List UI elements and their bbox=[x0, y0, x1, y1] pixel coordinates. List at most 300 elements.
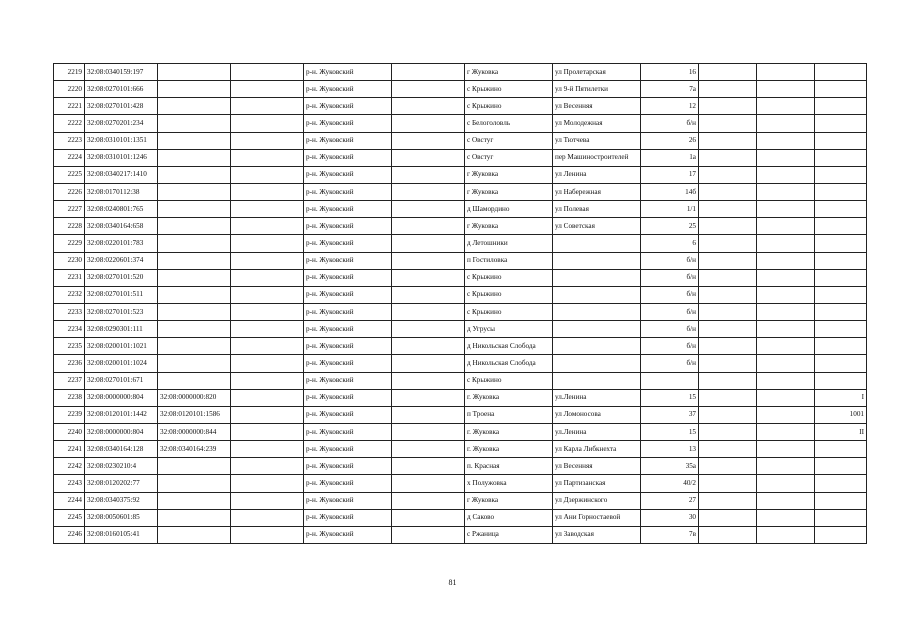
table-row bbox=[54, 372, 867, 389]
empty-cell bbox=[699, 64, 757, 81]
empty-cell bbox=[699, 475, 757, 492]
related-cadastral-number bbox=[158, 149, 231, 166]
district-cell: р-н. Жуковский bbox=[304, 81, 392, 98]
empty-cell bbox=[757, 509, 815, 526]
empty-cell bbox=[699, 218, 757, 235]
locality-cell: д Шамордино bbox=[465, 201, 553, 218]
empty-cell bbox=[699, 441, 757, 458]
empty-cell bbox=[231, 509, 304, 526]
table-row bbox=[54, 286, 867, 303]
table-row bbox=[54, 458, 867, 475]
street-cell bbox=[553, 252, 641, 269]
empty-cell bbox=[699, 389, 757, 406]
empty-cell bbox=[757, 406, 815, 423]
locality-cell: с Ржаница bbox=[465, 526, 553, 543]
empty-cell bbox=[757, 201, 815, 218]
empty-cell bbox=[231, 201, 304, 218]
cadastral-number: 32:08:0290301:111 bbox=[85, 321, 158, 338]
house-number-cell: 30 bbox=[641, 509, 699, 526]
empty-cell bbox=[699, 115, 757, 132]
empty-cell bbox=[231, 303, 304, 320]
cadastral-number: 32:08:0160105:41 bbox=[85, 526, 158, 543]
empty-cell bbox=[757, 252, 815, 269]
house-number-cell: 14б bbox=[641, 183, 699, 200]
house-number-cell: 16 bbox=[641, 64, 699, 81]
empty-cell bbox=[392, 81, 465, 98]
row-number: 2225 bbox=[54, 166, 85, 183]
house-number-cell: 1а bbox=[641, 149, 699, 166]
row-number: 2238 bbox=[54, 389, 85, 406]
district-cell: р-н. Жуковский bbox=[304, 269, 392, 286]
extra-cell bbox=[815, 475, 867, 492]
empty-cell bbox=[392, 372, 465, 389]
empty-cell bbox=[699, 526, 757, 543]
empty-cell bbox=[392, 115, 465, 132]
empty-cell bbox=[231, 389, 304, 406]
cadastral-number: 32:08:0270101:511 bbox=[85, 286, 158, 303]
empty-cell bbox=[231, 218, 304, 235]
cadastral-number: 32:08:0270201:234 bbox=[85, 115, 158, 132]
table-row bbox=[54, 149, 867, 166]
locality-cell: с Крыжино bbox=[465, 286, 553, 303]
row-number: 2220 bbox=[54, 81, 85, 98]
street-cell: ул Полевая bbox=[553, 201, 641, 218]
empty-cell bbox=[699, 286, 757, 303]
street-cell bbox=[553, 286, 641, 303]
empty-cell bbox=[392, 235, 465, 252]
empty-cell bbox=[757, 355, 815, 372]
related-cadastral-number bbox=[158, 509, 231, 526]
cadastral-number: 32:08:0120202:77 bbox=[85, 475, 158, 492]
extra-cell bbox=[815, 355, 867, 372]
empty-cell bbox=[231, 81, 304, 98]
extra-cell: 1001 bbox=[815, 406, 867, 423]
extra-cell bbox=[815, 166, 867, 183]
extra-cell bbox=[815, 132, 867, 149]
table-row bbox=[54, 338, 867, 355]
locality-cell: с Крыжино bbox=[465, 269, 553, 286]
house-number-cell: б/н bbox=[641, 303, 699, 320]
empty-cell bbox=[392, 475, 465, 492]
cadastral-number: 32:08:0220601:374 bbox=[85, 252, 158, 269]
empty-cell bbox=[231, 406, 304, 423]
table-row bbox=[54, 235, 867, 252]
extra-cell bbox=[815, 321, 867, 338]
locality-cell: д Угрусы bbox=[465, 321, 553, 338]
table-row bbox=[54, 269, 867, 286]
street-cell bbox=[553, 372, 641, 389]
locality-cell: г Жуковка bbox=[465, 64, 553, 81]
street-cell: ул Советская bbox=[553, 218, 641, 235]
empty-cell bbox=[757, 475, 815, 492]
house-number-cell: 15 bbox=[641, 389, 699, 406]
row-number: 2231 bbox=[54, 269, 85, 286]
street-cell: ул.Ленина bbox=[553, 423, 641, 440]
house-number-cell: 25 bbox=[641, 218, 699, 235]
district-cell: р-н. Жуковский bbox=[304, 149, 392, 166]
empty-cell bbox=[699, 303, 757, 320]
empty-cell bbox=[757, 218, 815, 235]
empty-cell bbox=[757, 132, 815, 149]
row-number: 2226 bbox=[54, 183, 85, 200]
cadastral-number: 32:08:0270101:671 bbox=[85, 372, 158, 389]
locality-cell: с Овстуг bbox=[465, 132, 553, 149]
related-cadastral-number bbox=[158, 98, 231, 115]
empty-cell bbox=[757, 372, 815, 389]
empty-cell bbox=[392, 441, 465, 458]
related-cadastral-number: 32:08:0120101:1586 bbox=[158, 406, 231, 423]
street-cell bbox=[553, 269, 641, 286]
locality-cell: с Крыжино bbox=[465, 81, 553, 98]
empty-cell bbox=[699, 98, 757, 115]
house-number-cell: б/н bbox=[641, 286, 699, 303]
street-cell: ул Ломоносова bbox=[553, 406, 641, 423]
empty-cell bbox=[699, 149, 757, 166]
empty-cell bbox=[699, 201, 757, 218]
empty-cell bbox=[699, 355, 757, 372]
empty-cell bbox=[699, 458, 757, 475]
locality-cell: п Гостиловка bbox=[465, 252, 553, 269]
row-number: 2227 bbox=[54, 201, 85, 218]
cadastral-number: 32:08:0170112:38 bbox=[85, 183, 158, 200]
street-cell: ул Весенняя bbox=[553, 98, 641, 115]
empty-cell bbox=[392, 252, 465, 269]
cadastral-number: 32:08:0200101:1021 bbox=[85, 338, 158, 355]
house-number-cell: 15 bbox=[641, 423, 699, 440]
street-cell: ул Тютчева bbox=[553, 132, 641, 149]
empty-cell bbox=[757, 183, 815, 200]
district-cell: р-н. Жуковский bbox=[304, 338, 392, 355]
extra-cell bbox=[815, 81, 867, 98]
street-cell: ул Пролетарская bbox=[553, 64, 641, 81]
house-number-cell: б/н bbox=[641, 269, 699, 286]
house-number-cell: б/н bbox=[641, 355, 699, 372]
locality-cell: с Овстуг bbox=[465, 149, 553, 166]
extra-cell bbox=[815, 115, 867, 132]
locality-cell: д Никольская Слобода bbox=[465, 338, 553, 355]
row-number: 2236 bbox=[54, 355, 85, 372]
row-number: 2239 bbox=[54, 406, 85, 423]
empty-cell bbox=[757, 269, 815, 286]
cadastral-number: 32:08:0200101:1024 bbox=[85, 355, 158, 372]
street-cell: ул Ленина bbox=[553, 166, 641, 183]
cadastral-number: 32:08:0120101:1442 bbox=[85, 406, 158, 423]
row-number: 2222 bbox=[54, 115, 85, 132]
empty-cell bbox=[231, 458, 304, 475]
table-body bbox=[54, 64, 867, 544]
row-number: 2228 bbox=[54, 218, 85, 235]
locality-cell: г Жуковка bbox=[465, 218, 553, 235]
empty-cell bbox=[757, 115, 815, 132]
table-row bbox=[54, 132, 867, 149]
street-cell: ул.Ленина bbox=[553, 389, 641, 406]
empty-cell bbox=[392, 458, 465, 475]
empty-cell bbox=[699, 132, 757, 149]
locality-cell: с Крыжино bbox=[465, 303, 553, 320]
district-cell: р-н. Жуковский bbox=[304, 423, 392, 440]
empty-cell bbox=[231, 149, 304, 166]
related-cadastral-number bbox=[158, 526, 231, 543]
locality-cell: г Жуковка bbox=[465, 166, 553, 183]
street-cell: ул Партизанская bbox=[553, 475, 641, 492]
table-row bbox=[54, 389, 867, 406]
empty-cell bbox=[231, 98, 304, 115]
row-number: 2242 bbox=[54, 458, 85, 475]
row-number: 2219 bbox=[54, 64, 85, 81]
table-row bbox=[54, 201, 867, 218]
locality-cell: д Летошники bbox=[465, 235, 553, 252]
empty-cell bbox=[757, 338, 815, 355]
extra-cell bbox=[815, 338, 867, 355]
registry-table bbox=[53, 63, 867, 544]
empty-cell bbox=[757, 235, 815, 252]
extra-cell bbox=[815, 372, 867, 389]
cadastral-number: 32:08:0270101:520 bbox=[85, 269, 158, 286]
empty-cell bbox=[231, 338, 304, 355]
row-number: 2233 bbox=[54, 303, 85, 320]
empty-cell bbox=[392, 269, 465, 286]
street-cell bbox=[553, 355, 641, 372]
extra-cell bbox=[815, 458, 867, 475]
district-cell: р-н. Жуковский bbox=[304, 441, 392, 458]
street-cell: ул Молодежная bbox=[553, 115, 641, 132]
cadastral-number: 32:08:0340164:658 bbox=[85, 218, 158, 235]
table-row bbox=[54, 218, 867, 235]
extra-cell bbox=[815, 269, 867, 286]
related-cadastral-number bbox=[158, 235, 231, 252]
locality-cell: с Крыжино bbox=[465, 372, 553, 389]
district-cell: р-н. Жуковский bbox=[304, 475, 392, 492]
empty-cell bbox=[392, 201, 465, 218]
empty-cell bbox=[231, 441, 304, 458]
district-cell: р-н. Жуковский bbox=[304, 64, 392, 81]
empty-cell bbox=[392, 389, 465, 406]
empty-cell bbox=[231, 321, 304, 338]
empty-cell bbox=[231, 372, 304, 389]
extra-cell bbox=[815, 303, 867, 320]
house-number-cell: 17 bbox=[641, 166, 699, 183]
related-cadastral-number: 32:08:0000000:820 bbox=[158, 389, 231, 406]
related-cadastral-number bbox=[158, 269, 231, 286]
empty-cell bbox=[231, 235, 304, 252]
house-number-cell: 6 bbox=[641, 235, 699, 252]
empty-cell bbox=[392, 286, 465, 303]
row-number: 2235 bbox=[54, 338, 85, 355]
cadastral-number: 32:08:0000000:804 bbox=[85, 423, 158, 440]
district-cell: р-н. Жуковский bbox=[304, 166, 392, 183]
empty-cell bbox=[757, 423, 815, 440]
empty-cell bbox=[392, 183, 465, 200]
house-number-cell: б/н bbox=[641, 321, 699, 338]
empty-cell bbox=[231, 252, 304, 269]
related-cadastral-number bbox=[158, 166, 231, 183]
table-row bbox=[54, 423, 867, 440]
extra-cell bbox=[815, 509, 867, 526]
house-number-cell: б/н bbox=[641, 252, 699, 269]
cadastral-number: 32:08:0310101:1246 bbox=[85, 149, 158, 166]
house-number-cell: 37 bbox=[641, 406, 699, 423]
row-number: 2223 bbox=[54, 132, 85, 149]
empty-cell bbox=[231, 269, 304, 286]
extra-cell bbox=[815, 492, 867, 509]
house-number-cell: 1/1 bbox=[641, 201, 699, 218]
related-cadastral-number bbox=[158, 132, 231, 149]
house-number-cell: 27 bbox=[641, 492, 699, 509]
empty-cell bbox=[699, 406, 757, 423]
extra-cell bbox=[815, 98, 867, 115]
house-number-cell: 26 bbox=[641, 132, 699, 149]
district-cell: р-н. Жуковский bbox=[304, 458, 392, 475]
empty-cell bbox=[757, 81, 815, 98]
district-cell: р-н. Жуковский bbox=[304, 115, 392, 132]
street-cell: ул Заводская bbox=[553, 526, 641, 543]
cadastral-number: 32:08:0000000:804 bbox=[85, 389, 158, 406]
district-cell: р-н. Жуковский bbox=[304, 201, 392, 218]
extra-cell bbox=[815, 201, 867, 218]
table-row bbox=[54, 98, 867, 115]
empty-cell bbox=[392, 149, 465, 166]
street-cell bbox=[553, 303, 641, 320]
table-row bbox=[54, 509, 867, 526]
street-cell: ул Набережная bbox=[553, 183, 641, 200]
extra-cell bbox=[815, 149, 867, 166]
related-cadastral-number bbox=[158, 64, 231, 81]
street-cell: ул Дзержинского bbox=[553, 492, 641, 509]
district-cell: р-н. Жуковский bbox=[304, 132, 392, 149]
row-number: 2229 bbox=[54, 235, 85, 252]
table-row bbox=[54, 321, 867, 338]
extra-cell bbox=[815, 218, 867, 235]
empty-cell bbox=[392, 492, 465, 509]
extra-cell bbox=[815, 252, 867, 269]
empty-cell bbox=[392, 355, 465, 372]
cadastral-number: 32:08:0340159:197 bbox=[85, 64, 158, 81]
related-cadastral-number bbox=[158, 303, 231, 320]
house-number-cell: б/н bbox=[641, 115, 699, 132]
related-cadastral-number bbox=[158, 183, 231, 200]
empty-cell bbox=[392, 423, 465, 440]
house-number-cell: 13 bbox=[641, 441, 699, 458]
district-cell: р-н. Жуковский bbox=[304, 406, 392, 423]
row-number: 2243 bbox=[54, 475, 85, 492]
house-number-cell bbox=[641, 372, 699, 389]
related-cadastral-number bbox=[158, 252, 231, 269]
cadastral-number: 32:08:0340164:128 bbox=[85, 441, 158, 458]
row-number: 2244 bbox=[54, 492, 85, 509]
extra-cell bbox=[815, 286, 867, 303]
cadastral-number: 32:08:0270101:523 bbox=[85, 303, 158, 320]
empty-cell bbox=[392, 303, 465, 320]
empty-cell bbox=[757, 98, 815, 115]
district-cell: р-н. Жуковский bbox=[304, 492, 392, 509]
empty-cell bbox=[231, 492, 304, 509]
table-row bbox=[54, 166, 867, 183]
house-number-cell: 7а bbox=[641, 81, 699, 98]
related-cadastral-number bbox=[158, 201, 231, 218]
empty-cell bbox=[392, 338, 465, 355]
empty-cell bbox=[757, 492, 815, 509]
related-cadastral-number: 32:08:0340164:239 bbox=[158, 441, 231, 458]
empty-cell bbox=[699, 252, 757, 269]
related-cadastral-number bbox=[158, 321, 231, 338]
locality-cell: г Жуковка bbox=[465, 492, 553, 509]
empty-cell bbox=[699, 423, 757, 440]
empty-cell bbox=[699, 321, 757, 338]
empty-cell bbox=[699, 509, 757, 526]
cadastral-number: 32:08:0340217:1410 bbox=[85, 166, 158, 183]
row-number: 2237 bbox=[54, 372, 85, 389]
empty-cell bbox=[699, 183, 757, 200]
empty-cell bbox=[757, 321, 815, 338]
extra-cell bbox=[815, 183, 867, 200]
cadastral-number: 32:08:0310101:1351 bbox=[85, 132, 158, 149]
empty-cell bbox=[392, 526, 465, 543]
row-number: 2240 bbox=[54, 423, 85, 440]
related-cadastral-number bbox=[158, 475, 231, 492]
table-row bbox=[54, 406, 867, 423]
table-row bbox=[54, 115, 867, 132]
district-cell: р-н. Жуковский bbox=[304, 526, 392, 543]
empty-cell bbox=[231, 132, 304, 149]
district-cell: р-н. Жуковский bbox=[304, 355, 392, 372]
cadastral-number: 32:08:0340375:92 bbox=[85, 492, 158, 509]
table-row bbox=[54, 441, 867, 458]
district-cell: р-н. Жуковский bbox=[304, 372, 392, 389]
empty-cell bbox=[699, 166, 757, 183]
empty-cell bbox=[699, 235, 757, 252]
empty-cell bbox=[392, 406, 465, 423]
empty-cell bbox=[757, 389, 815, 406]
street-cell: ул Весенняя bbox=[553, 458, 641, 475]
extra-cell: I bbox=[815, 389, 867, 406]
locality-cell: д Никольская Слобода bbox=[465, 355, 553, 372]
related-cadastral-number bbox=[158, 372, 231, 389]
table-row bbox=[54, 492, 867, 509]
table-row bbox=[54, 81, 867, 98]
locality-cell: х Полужовка bbox=[465, 475, 553, 492]
empty-cell bbox=[757, 441, 815, 458]
row-number: 2221 bbox=[54, 98, 85, 115]
street-cell: ул Ани Горностаевой bbox=[553, 509, 641, 526]
cadastral-number: 32:08:0230210:4 bbox=[85, 458, 158, 475]
empty-cell bbox=[392, 132, 465, 149]
related-cadastral-number bbox=[158, 218, 231, 235]
house-number-cell: 12 bbox=[641, 98, 699, 115]
house-number-cell: 40/2 bbox=[641, 475, 699, 492]
empty-cell bbox=[231, 183, 304, 200]
row-number: 2241 bbox=[54, 441, 85, 458]
empty-cell bbox=[757, 303, 815, 320]
related-cadastral-number bbox=[158, 458, 231, 475]
district-cell: р-н. Жуковский bbox=[304, 321, 392, 338]
street-cell: ул Карла Либкнехта bbox=[553, 441, 641, 458]
extra-cell bbox=[815, 64, 867, 81]
street-cell bbox=[553, 338, 641, 355]
empty-cell bbox=[699, 338, 757, 355]
locality-cell: с Белоголовль bbox=[465, 115, 553, 132]
cadastral-number: 32:08:0240801:765 bbox=[85, 201, 158, 218]
empty-cell bbox=[392, 509, 465, 526]
cadastral-number: 32:08:0270101:428 bbox=[85, 98, 158, 115]
row-number: 2234 bbox=[54, 321, 85, 338]
empty-cell bbox=[699, 269, 757, 286]
empty-cell bbox=[231, 423, 304, 440]
district-cell: р-н. Жуковский bbox=[304, 509, 392, 526]
cadastral-number: 32:08:0050601:85 bbox=[85, 509, 158, 526]
table-row bbox=[54, 526, 867, 543]
empty-cell bbox=[392, 166, 465, 183]
empty-cell bbox=[699, 81, 757, 98]
